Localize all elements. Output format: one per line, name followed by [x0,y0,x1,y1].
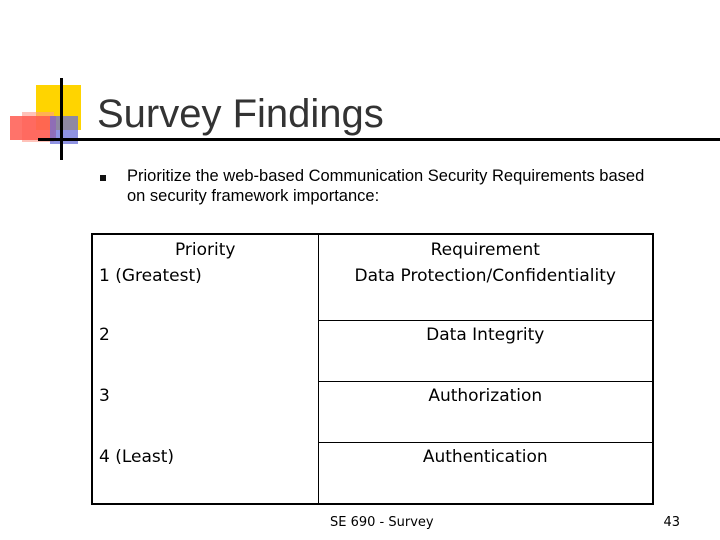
bullet-text: Prioritize the web-based Communication Security Requirements based on security framework importance: [127,167,645,205]
bullet-square-icon [100,175,106,181]
title-underline [38,138,720,141]
page-number: 43 [663,515,680,530]
header-priority: Priority [174,239,236,260]
requirement-cell: Data Protection/Confidentiality [318,264,653,321]
priority-cell: 3 [99,385,110,406]
priority-table [91,233,654,505]
table-row [92,443,653,505]
slide-footer: SE 690 - Survey [330,515,434,530]
priority-cell: 2 [99,324,110,345]
priority-cell: 1 (Greatest) [99,266,202,286]
slide-title: Survey Findings [97,92,384,136]
table-header-row [92,234,653,264]
header-requirement: Requirement [318,234,653,264]
decor-vertical-line [60,78,63,160]
table-row [92,382,653,443]
table-row [92,321,653,382]
requirement-cell: Data Integrity [318,321,653,382]
requirement-cell: Authentication [318,443,653,505]
requirement-cell: Authorization [318,382,653,443]
table-row [92,264,653,321]
priority-cell: 4 (Least) [99,446,175,467]
